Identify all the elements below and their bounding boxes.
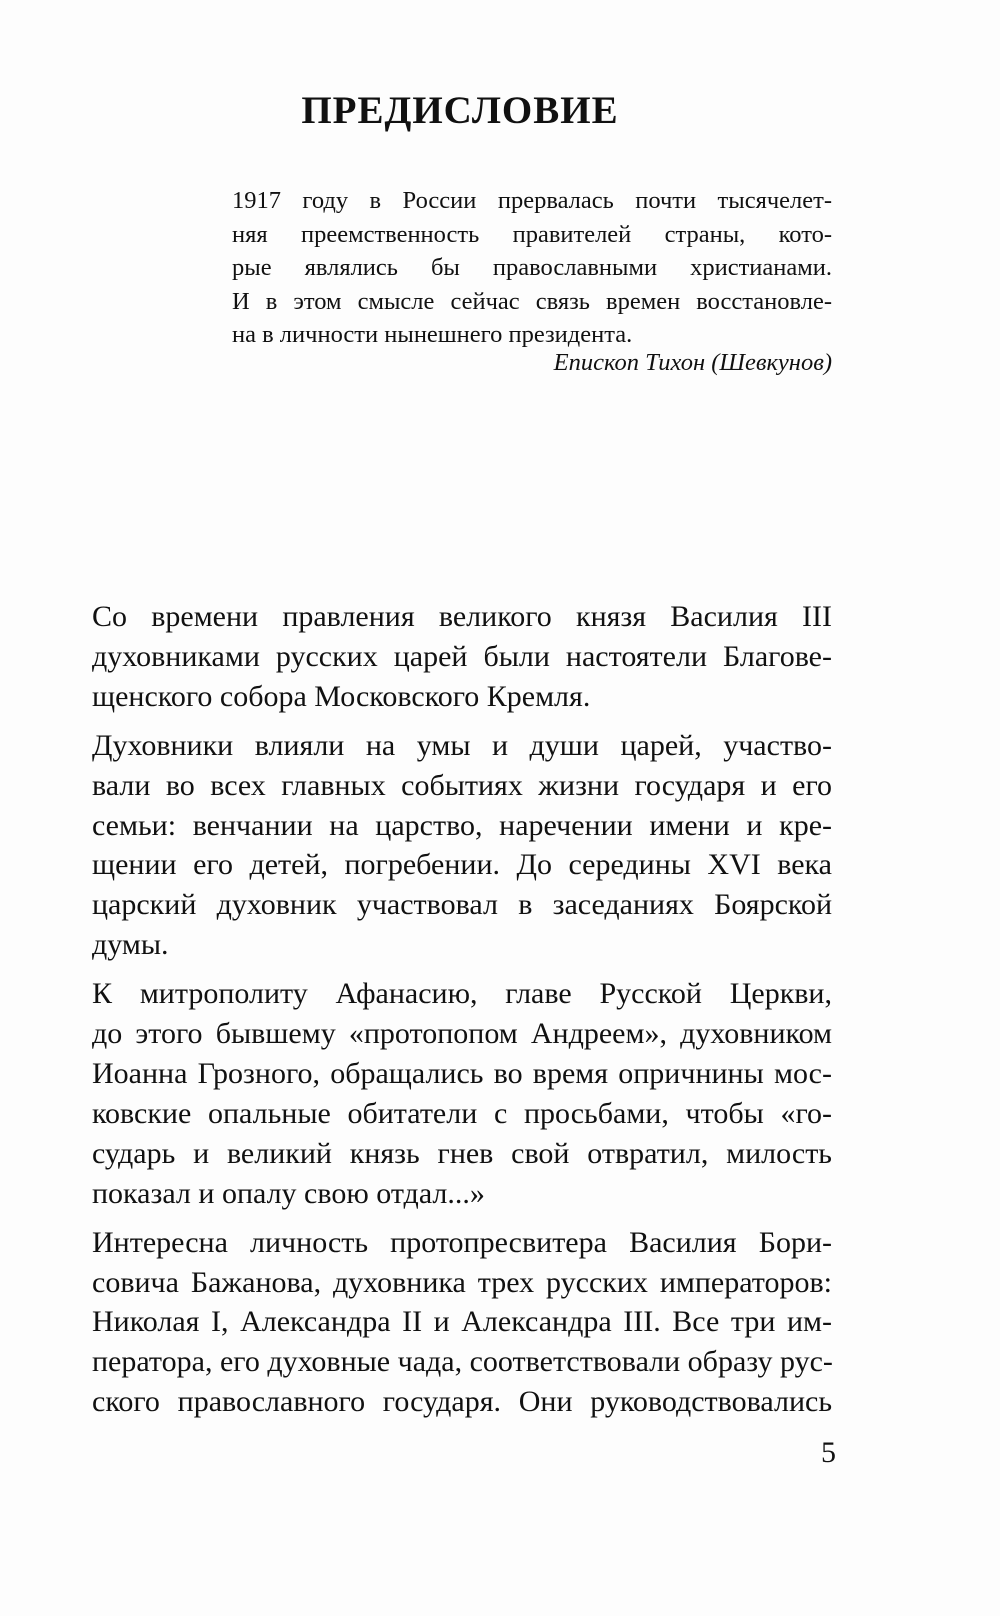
text-line: вали во всех главных событиях жизни государя и его <box>92 768 832 802</box>
epigraph-line: рые являлись бы православными христианами. <box>232 254 832 281</box>
text-line: ского православного государя. Они руководствовались <box>92 1385 832 1419</box>
text-line: семьи: венчании на царство, наречении имени и кре- <box>92 808 832 842</box>
text-line: Интересна личность протопресвитера Василия Бори- <box>92 1225 832 1259</box>
page-number: 5 <box>821 1436 836 1469</box>
epigraph-attribution: Епископ Тихон (Шевкунов) <box>553 349 832 376</box>
text-line: царский духовник участвовал в заседаниях Боярской <box>92 888 832 922</box>
epigraph-line: на в личности нынешнего президента. <box>232 321 633 348</box>
epigraph-line: И в этом смысле сейчас связь времен восстановле- <box>232 287 832 315</box>
text-line: К митрополиту Афанасию, главе Русской Церкви, <box>92 977 832 1011</box>
text-line: духовниками русских царей были настоятели Благове- <box>92 639 832 673</box>
epigraph-text <box>232 184 832 352</box>
text-line: сударь и великий князь гнев свой отвратил, милость <box>92 1136 832 1170</box>
text-line: думы. <box>92 928 169 962</box>
text-line: Иоанна Грозного, обращались во время опричнины мос- <box>92 1056 832 1090</box>
text-line: до этого бывшему «протопопом Андреем», духовником <box>92 1017 832 1051</box>
text-line: ператора, его духовные чада, соответствовали образу рус- <box>92 1345 833 1379</box>
epigraph-line: няя преемственность правителей страны, кото- <box>232 220 832 248</box>
epigraph <box>232 184 832 352</box>
paragraph <box>92 726 832 965</box>
epigraph-line: 1917 году в России прервалась почти тысячелет- <box>232 187 832 214</box>
text-line: показал и опалу свою отдал...» <box>92 1176 485 1210</box>
paragraph <box>92 597 832 717</box>
text-line: Со времени правления великого князя Василия III <box>92 600 832 633</box>
paragraph <box>92 1223 832 1423</box>
chapter-title: ПРЕДИСЛОВИЕ <box>301 89 619 132</box>
text-line: совича Бажанова, духовника трех русских императоров: <box>92 1265 832 1299</box>
paragraph <box>92 974 832 1213</box>
text-line: щенского собора Московского Кремля. <box>92 679 591 713</box>
text-line: Николая I, Александра II и Александра III. Все три им- <box>92 1305 832 1339</box>
text-line: щении его детей, погребении. До середины XVI века <box>92 848 832 882</box>
text-line: ковские опальные обитатели с просьбами, чтобы «го- <box>92 1096 832 1130</box>
text-line: Духовники влияли на умы и души царей, участво- <box>92 728 832 762</box>
body-text <box>92 597 832 1431</box>
